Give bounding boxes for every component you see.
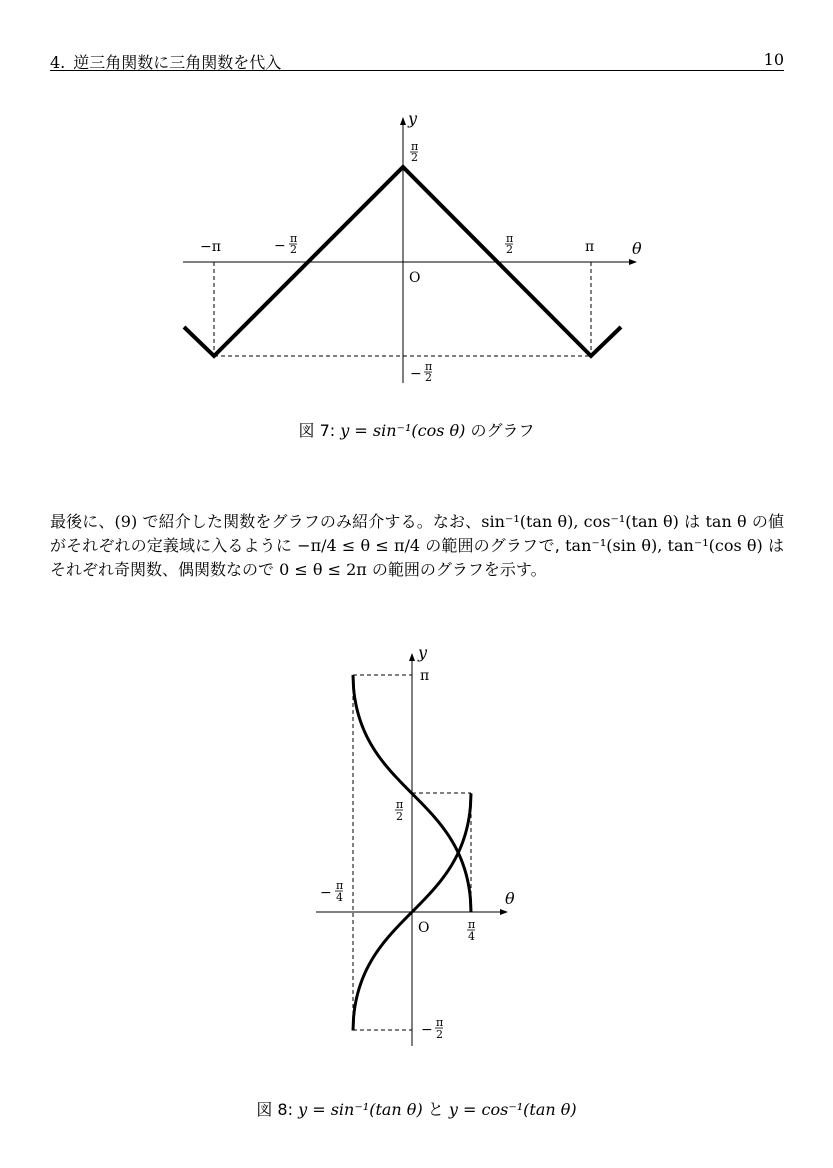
tick-y-pi-half-den: 2: [396, 810, 403, 823]
tick-y-pi-half-num: π: [411, 140, 419, 153]
figure-7-caption-label: 図 7:: [298, 421, 336, 440]
figure-8-caption-label: 図 8:: [256, 1100, 293, 1119]
figure-7-caption: [0, 418, 833, 441]
tick-x-neg-pi: −π: [200, 239, 221, 255]
tick-y-neg-pi-half-den: 2: [425, 371, 432, 384]
equation-ref: (9): [114, 512, 138, 531]
tick-x-neg-pi-half-num: π: [290, 232, 298, 245]
section-number: 4.: [50, 53, 66, 72]
para-text-6: はそれぞれ奇関数、偶関数なので: [50, 536, 784, 579]
page-number: 10: [763, 50, 784, 69]
tick-y-pi: π: [420, 668, 430, 684]
figure-8-caption-formula2: y = cos⁻¹(tan θ): [448, 1100, 577, 1119]
tick-x-pi-half-num: π: [506, 232, 514, 245]
tick-y-neg-pi-half-sign: −: [410, 366, 422, 382]
tick-x-pi-half-den: 2: [506, 243, 513, 256]
origin-label: O: [418, 920, 430, 936]
x-axis-label: θ: [632, 239, 642, 258]
tick-y-pi-half-num: π: [396, 798, 404, 811]
para-math-tan: tan θ: [705, 512, 747, 531]
tick-y-pi-half-den: 2: [411, 151, 418, 164]
tick-y-neg-half-num: π: [436, 1016, 444, 1029]
section-title: 逆三角関数に三角関数を代入: [73, 53, 282, 72]
tick-y-neg-pi-half-num: π: [425, 360, 433, 373]
tick-x-neg-quarter-den: 4: [336, 891, 343, 904]
tick-x-quarter-num: π: [468, 918, 476, 931]
para-text-7: の範囲のグラフを示す。: [366, 560, 547, 579]
figure-8-caption-formula1: y = sin⁻¹(tan θ): [298, 1100, 423, 1119]
figure-8-graph: [0, 640, 833, 1080]
tick-x-neg-pi-half-sign: −: [274, 238, 286, 254]
para-math-range1: −π/4 ≤ θ ≤ π/4: [297, 536, 421, 555]
para-math-funcs2: tan⁻¹(sin θ), tan⁻¹(cos θ): [565, 536, 763, 555]
figure-8-caption: [0, 1097, 833, 1120]
tick-x-quarter-den: 4: [468, 930, 475, 943]
para-text-1: 最後に、: [50, 512, 115, 531]
tick-x-neg-quarter-num: π: [336, 879, 344, 892]
y-axis-label: y: [418, 643, 428, 662]
origin-label: O: [409, 270, 421, 286]
para-text-3: は: [678, 512, 706, 531]
tick-x-pi: π: [585, 239, 595, 255]
tick-x-neg-quarter-sign: −: [320, 885, 332, 901]
tick-y-neg-half-sign: −: [421, 1022, 433, 1038]
figure-7-caption-formula: y = sin⁻¹(cos θ): [340, 421, 466, 440]
x-axis-label: θ: [505, 889, 515, 908]
y-axis-label: y: [408, 109, 418, 128]
body-paragraph: [50, 510, 784, 582]
figure-7-caption-suffix: のグラフ: [470, 421, 535, 440]
figure-7-graph: [0, 0, 833, 420]
para-math-funcs1: sin⁻¹(tan θ), cos⁻¹(tan θ): [481, 512, 679, 531]
figure-8-caption-and: と: [427, 1100, 444, 1119]
para-text-4: の値がそれぞれの定義域に入るように: [50, 512, 784, 555]
tick-y-neg-half-den: 2: [436, 1028, 443, 1041]
para-text-5: の範囲のグラフで,: [420, 536, 566, 555]
tick-x-neg-pi-half-den: 2: [290, 243, 297, 256]
para-math-range2: 0 ≤ θ ≤ 2π: [279, 560, 367, 579]
para-text-2: で紹介した関数をグラフのみ紹介する。なお、: [137, 512, 482, 531]
